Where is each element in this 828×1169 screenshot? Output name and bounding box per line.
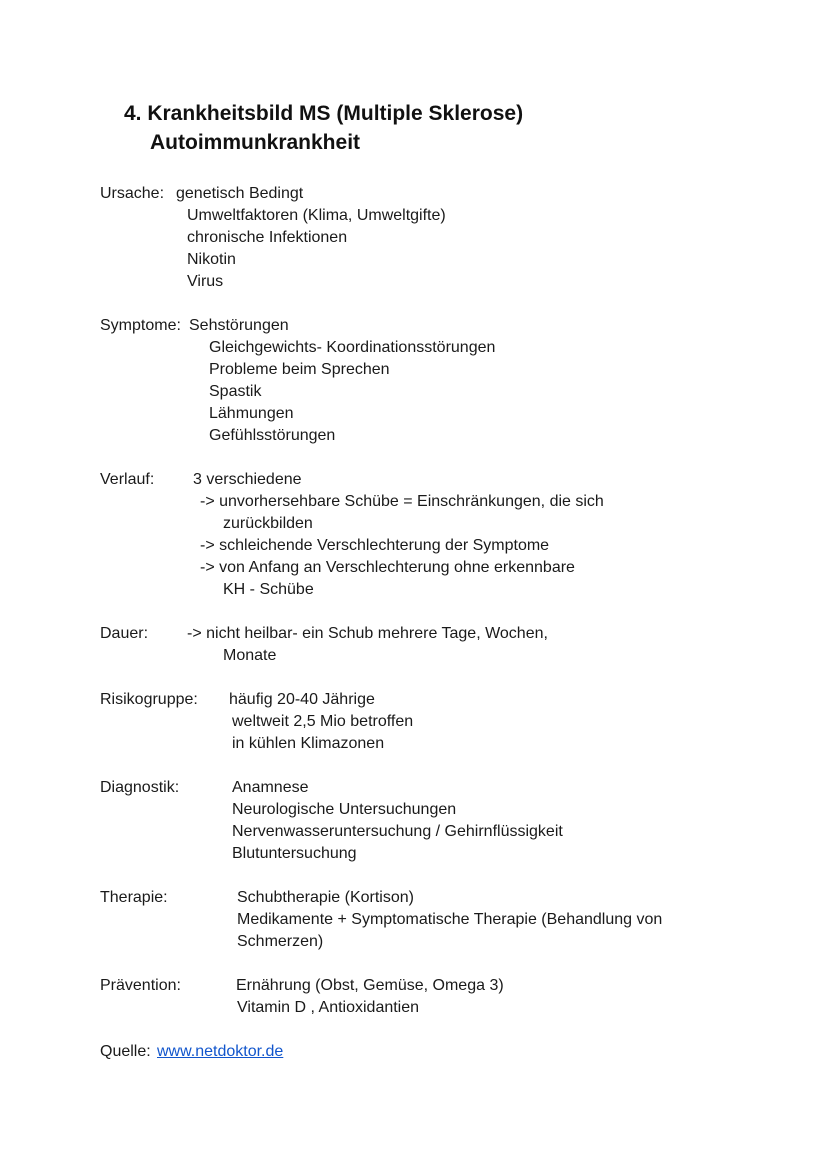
list-item: Blutuntersuchung	[232, 845, 357, 862]
list-item: Schubtherapie (Kortison)	[237, 889, 414, 906]
list-item: Vitamin D , Antioxidantien	[237, 999, 420, 1016]
list-item: 3 verschiedene	[193, 471, 302, 488]
list-item: Schmerzen)	[237, 933, 324, 950]
list-item: chronische Infektionen	[187, 229, 348, 246]
list-item: Gleichgewichts- Koordinationsstörungen	[209, 339, 496, 356]
list-item: Umweltfaktoren (Klima, Umweltgifte)	[187, 207, 446, 224]
section-label: Dauer:	[100, 625, 149, 642]
list-item: Probleme beim Sprechen	[209, 361, 390, 378]
section-label: Therapie:	[100, 889, 168, 906]
source-link[interactable]: www.netdoktor.de	[157, 1043, 284, 1060]
list-item: -> schleichende Verschlechterung der Symptome	[200, 537, 550, 554]
page-title: 4. Krankheitsbild MS (Multiple Sklerose)	[124, 102, 524, 125]
list-item: weltweit 2,5 Mio betroffen	[232, 713, 414, 730]
list-item: Lähmungen	[209, 405, 294, 422]
list-item: -> unvorhersehbare Schübe = Einschränkungen, die sich	[200, 493, 604, 510]
source-label: Quelle:	[100, 1043, 151, 1060]
list-item: Sehstörungen	[189, 317, 289, 334]
section-label: Verlauf:	[100, 471, 155, 488]
list-item: zurückbilden	[223, 515, 313, 532]
section-label: Prävention:	[100, 977, 181, 994]
list-item: häufig 20-40 Jährige	[229, 691, 375, 708]
list-item: Monate	[223, 647, 277, 664]
section-label: Diagnostik:	[100, 779, 180, 796]
list-item: genetisch Bedingt	[176, 185, 304, 202]
list-item: Nikotin	[187, 251, 236, 268]
page-subtitle: Autoimmunkrankheit	[150, 131, 361, 154]
list-item: KH - Schübe	[223, 581, 314, 598]
list-item: Medikamente + Symptomatische Therapie (Behandlung von	[237, 911, 663, 928]
list-item: Anamnese	[232, 779, 309, 796]
list-item: Ernährung (Obst, Gemüse, Omega 3)	[236, 977, 504, 994]
section-label: Symptome:	[100, 317, 181, 334]
list-item: in kühlen Klimazonen	[232, 735, 385, 752]
list-item: -> nicht heilbar- ein Schub mehrere Tage, Wochen,	[187, 625, 548, 642]
list-item: Neurologische Untersuchungen	[232, 801, 457, 818]
list-item: Virus	[187, 273, 224, 290]
list-item: Gefühlsstörungen	[209, 427, 336, 444]
list-item: -> von Anfang an Verschlechterung ohne erkennbare	[200, 559, 575, 576]
list-item: Spastik	[209, 383, 262, 400]
list-item: Nervenwasseruntersuchung / Gehirnflüssigkeit	[232, 823, 563, 840]
section-label: Risikogruppe:	[100, 691, 198, 708]
section-label: Ursache:	[100, 185, 165, 202]
